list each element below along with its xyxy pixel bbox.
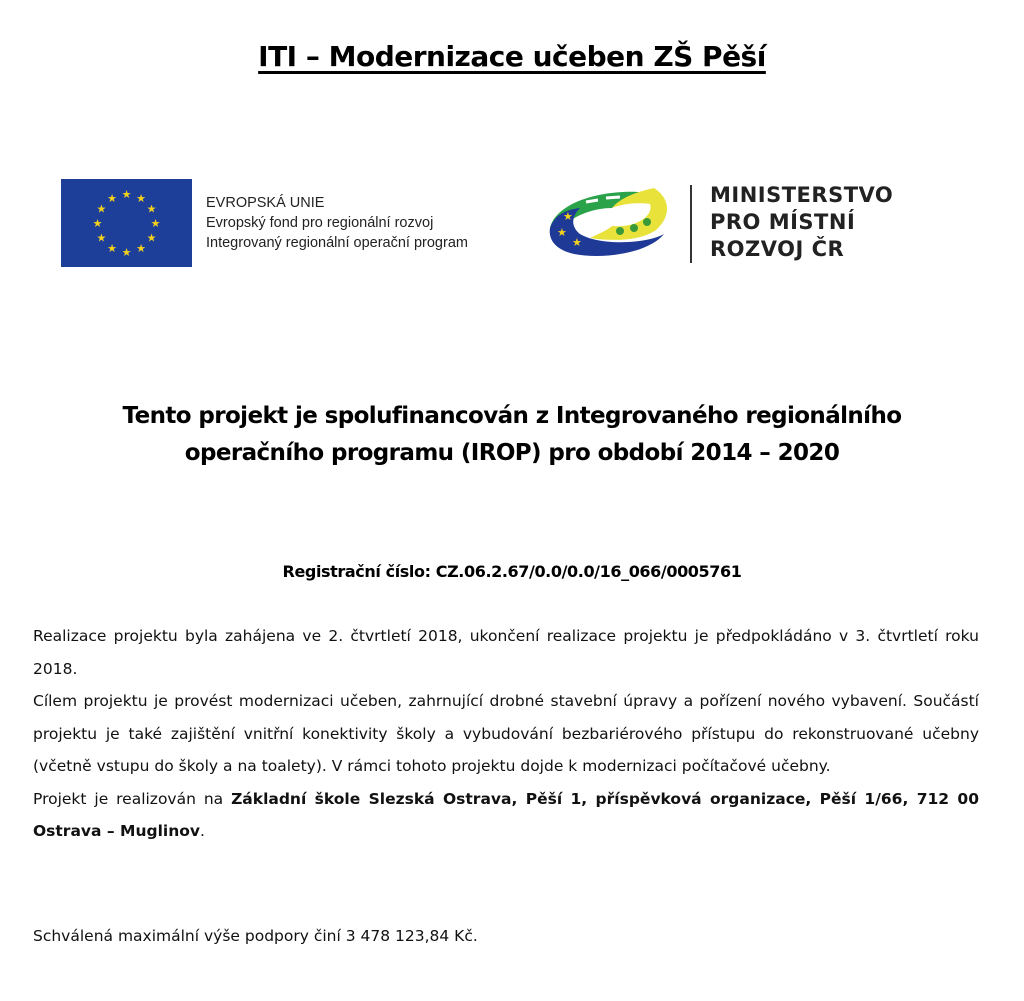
cofinancing-line1: Tento projekt je spolufinancován z Integrovaného regionálního <box>122 403 902 429</box>
approved-support-amount: Schválená maximální výše podpory činí 3 478 123,84 Kč. <box>33 927 478 945</box>
eu-star-icon: ★ <box>121 188 132 201</box>
page-title <box>0 40 1024 73</box>
mmr-logo-line2: PRO MÍSTNÍ <box>710 210 856 234</box>
cofinancing-line2: operačního programu (IROP) pro období 2014 – 2020 <box>184 440 840 466</box>
mmr-logo-line3: ROZVOJ ČR <box>710 237 845 261</box>
eu-flag-icon <box>61 179 192 267</box>
eu-star-icon: ★ <box>146 231 157 245</box>
registration-number: Registrační číslo: CZ.06.2.67/0.0/0.0/16_066/0005761 <box>282 562 742 581</box>
project-description <box>33 620 979 848</box>
eu-logo-line1: EVROPSKÁ UNIE <box>206 195 325 211</box>
eu-star-icon: ★ <box>136 191 146 205</box>
eu-star-icon: ★ <box>107 242 117 256</box>
eu-star-icon: ★ <box>150 217 161 230</box>
eu-logo-text <box>206 193 468 253</box>
paragraph-timeline: Realizace projektu byla zahájena ve 2. čtvrtletí 2018, ukončení realizace projektu je předpokládáno v 3. čtvrtletí roku 2018. <box>33 627 979 678</box>
location-suffix: . <box>200 822 205 840</box>
paragraph-location <box>33 783 979 848</box>
eu-star-icon: ★ <box>107 191 117 205</box>
svg-text:★: ★ <box>557 226 567 239</box>
eu-star-icon: ★ <box>136 242 146 256</box>
eu-star-icon: ★ <box>96 202 107 216</box>
location-school: Základní škole Slezská Ostrava, Pěší 1, příspěvková organizace, Pěší 1/66, 712 00 Ostrava – Muglinov <box>33 789 980 840</box>
eu-star-icon: ★ <box>146 202 157 216</box>
eu-star-icon: ★ <box>96 231 107 245</box>
paragraph-goals: Cílem projektu je provést modernizaci učeben, zahrnující drobné stavební úpravy a pořízení nového vybavení. Součástí projektu je také zajištění vnitřní konektivity školy a vybudování bezbariérového přístupu do rekonstruované učebny (včetně vstupu do školy a na toalety). V rámci tohoto projektu dojde k modernizaci počítačové učebny. <box>33 692 979 775</box>
eu-logo-line3: Integrovaný regionální operační program <box>206 235 468 251</box>
eu-logo-line2: Evropský fond pro regionální rozvoj <box>206 215 434 231</box>
mmr-logo-icon <box>546 186 674 260</box>
location-prefix: Projekt je realizován na <box>33 789 232 808</box>
cofinancing-statement <box>0 398 1024 472</box>
logo-divider <box>690 185 692 263</box>
mmr-logo-text <box>710 182 893 263</box>
eu-star-icon: ★ <box>121 246 132 259</box>
svg-text:★: ★ <box>572 236 582 249</box>
mmr-logo-line1: MINISTERSTVO <box>710 183 894 207</box>
svg-text:★: ★ <box>563 210 573 223</box>
page-title-text: ITI – Modernizace učeben ZŠ Pěší <box>258 40 766 73</box>
eu-star-icon: ★ <box>92 217 103 230</box>
